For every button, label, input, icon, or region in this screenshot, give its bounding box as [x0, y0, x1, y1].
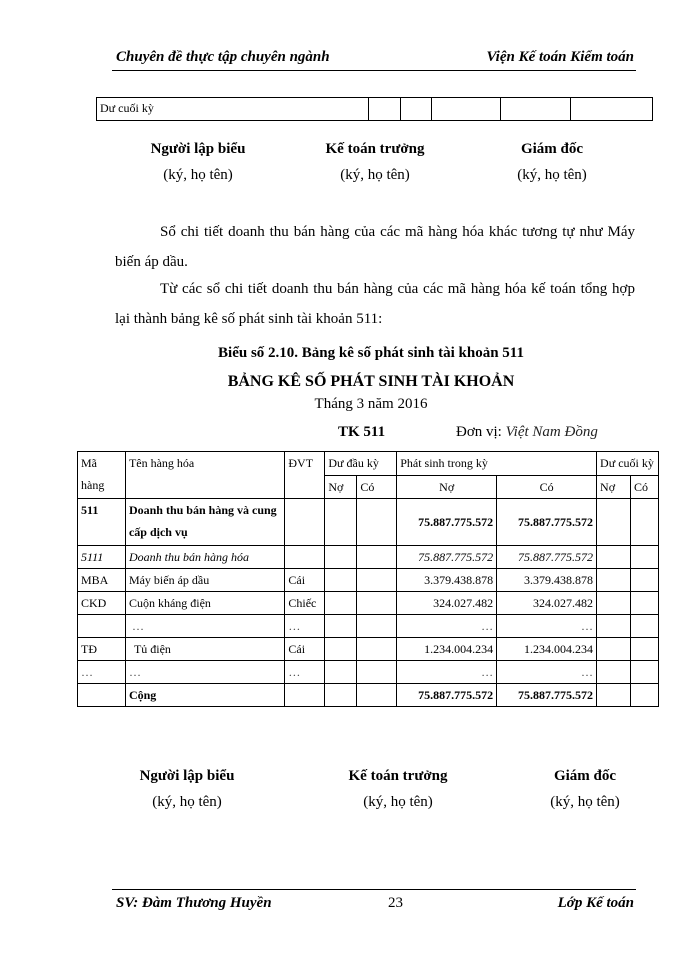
- signature-preparer: Người lập biểu (ký, họ tên): [150, 141, 246, 183]
- footer-left: SV: Đàm Thương Huyền: [116, 895, 272, 911]
- header-ps-co: Có: [497, 475, 597, 499]
- header-ps-no: Nợ: [397, 475, 497, 499]
- report-period: Tháng 3 năm 2016: [314, 396, 428, 412]
- signature-director: Giám đốc (ký, họ tên): [517, 141, 587, 183]
- unit-line: Đơn vị: Việt Nam Đồng: [456, 424, 598, 440]
- footer-rule: [112, 889, 636, 890]
- header-dd-co: Có: [357, 475, 397, 499]
- header-dc-no: Nợ: [597, 475, 631, 499]
- main-table: [77, 451, 659, 707]
- header-dd-no: Nợ: [325, 475, 357, 499]
- signature-preparer-bottom: Người lập biểu (ký, họ tên): [139, 768, 235, 810]
- header-du-cuoi: Dư cuối kỳ: [597, 452, 659, 476]
- top-table: [96, 97, 653, 121]
- header-right: Viện Kế toán Kiểm toán: [486, 49, 634, 65]
- table-row: 511 Doanh thu bán hàng và cung cấp dịch vụ 75.887.775.572 75.887.775.572: [78, 499, 659, 546]
- header-phat-sinh: Phát sinh trong kỳ: [397, 452, 597, 476]
- table-row: CKD Cuộn kháng điện Chiếc 324.027.482 324.027.482: [78, 592, 659, 615]
- header-ma-hang: Mã hàng: [78, 452, 126, 499]
- table-row: TĐ Tủ điện Cái 1.234.004.234 1.234.004.234: [78, 638, 659, 661]
- table-row: … … … … …: [78, 661, 659, 684]
- table-row-total: Cộng 75.887.775.572 75.887.775.572: [78, 684, 659, 707]
- header-left: Chuyên đề thực tập chuyên ngành: [116, 49, 330, 65]
- header-rule: [112, 70, 636, 71]
- header-dc-co: Có: [630, 475, 658, 499]
- signature-director-bottom: Giám đốc (ký, họ tên): [550, 768, 620, 810]
- account-label: TK 511: [338, 424, 386, 440]
- table-row: … … … …: [78, 615, 659, 638]
- paragraph-2: Từ các sổ chi tiết doanh thu bán hàng của các mã hàng hóa kế toán tổng hợp lại thành bảng kê số phát sinh tài khoản 511:: [115, 281, 635, 327]
- top-table-label: Dư cuối kỳ: [97, 98, 369, 121]
- table-row: 5111 Doanh thu bán hàng hóa 75.887.775.572 75.887.775.572: [78, 546, 659, 569]
- table-row: MBA Máy biến áp dầu Cái 3.379.438.878 3.379.438.878: [78, 569, 659, 592]
- footer-right: Lớp Kế toán: [557, 895, 634, 911]
- paragraph-1: Sổ chi tiết doanh thu bán hàng của các mã hàng hóa khác tương tự như Máy biến áp dầu.: [115, 224, 635, 270]
- header-dvt: ĐVT: [285, 452, 325, 499]
- header-du-dau: Dư đầu kỳ: [325, 452, 397, 476]
- signature-chief-accountant: Kế toán trưởng (ký, họ tên): [325, 141, 425, 183]
- caption: Biểu số 2.10. Bảng kê số phát sinh tài khoản 511: [218, 345, 524, 361]
- page-number: 23: [388, 895, 403, 911]
- signature-chief-accountant-bottom: Kế toán trưởng (ký, họ tên): [348, 768, 448, 810]
- header-ten: Tên hàng hóa: [125, 452, 284, 499]
- report-title: BẢNG KÊ SỐ PHÁT SINH TÀI KHOẢN: [227, 373, 515, 390]
